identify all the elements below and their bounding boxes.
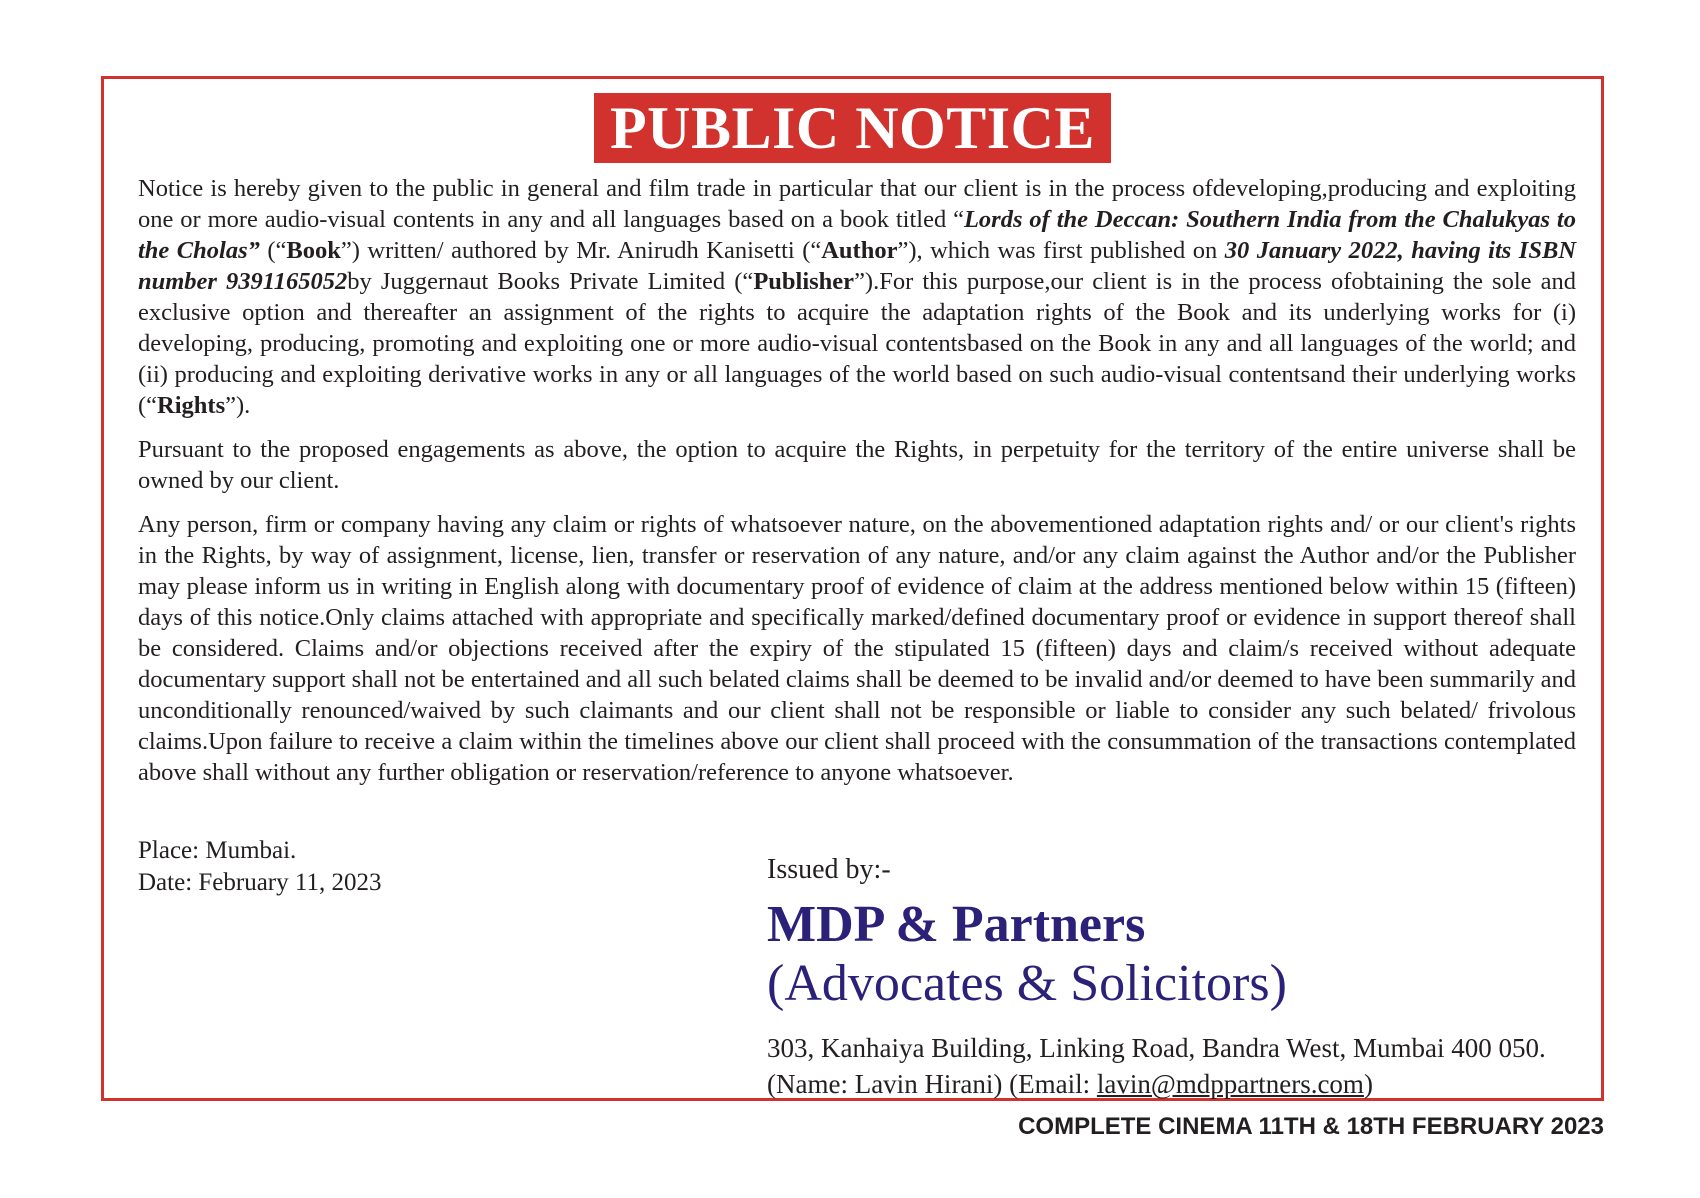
book-term: Book	[286, 237, 341, 264]
firm-name: MDP & Partners	[767, 896, 1146, 953]
notice-body	[138, 173, 1576, 801]
book-title: Lords of the Deccan: Southern India from the Chalukyas to the Cholas”	[138, 206, 1576, 264]
notice-title: PUBLIC NOTICE	[594, 93, 1111, 163]
p1-text-3: ”) written/ authored by Mr. Anirudh Kanisetti (“	[340, 237, 822, 264]
notice-frame	[101, 76, 1604, 1101]
p1-text-5: by Juggernaut Books Private Limited (“	[347, 268, 754, 295]
p1-text-1: Notice is hereby given to the public in general and film trade in particular that our client is in the process ofdeveloping,producing and exploiting one or more audio-visual contents in any and all languages based on a book titled “	[138, 175, 1576, 233]
p1-text-6: ”).For this purpose,our client is in the process ofobtaining the sole and exclusive option and thereafter an assignment of the rights to acquire the adaptation rights of the Book and its underlying works for (i) developing, producing, promoting and exploiting one or more audio-visual contentsbased on the Book in any and all languages of the world; and (ii) producing and exploiting derivative works in any or all languages of the world based on such audio-visual contentsand their underlying works (“	[138, 268, 1576, 419]
author-term: Author	[821, 237, 898, 264]
paragraph-1	[138, 173, 1576, 421]
p1-text-4: ”), which was first published on	[897, 237, 1225, 264]
rights-term: Rights	[157, 392, 226, 419]
place-line: Place: Mumbai.	[138, 837, 297, 864]
title-wrap	[104, 93, 1601, 163]
place-date-block	[138, 835, 381, 899]
date-line: Date: February 11, 2023	[138, 869, 382, 896]
publication-footer: COMPLETE CINEMA 11TH & 18TH FEBRUARY 2023	[1018, 1113, 1604, 1140]
firm-subtitle: (Advocates & Solicitors)	[767, 955, 1287, 1012]
contact-suffix: )	[1363, 1069, 1373, 1099]
paragraph-2: Pursuant to the proposed engagements as above, the option to acquire the Rights, in perpetuity for the territory of the entire universe shall be owned by our client.	[138, 436, 1576, 494]
firm-address: 303, Kanhaiya Building, Linking Road, Bandra West, Mumbai 400 050.	[767, 1033, 1546, 1063]
publisher-term: Publisher	[753, 268, 855, 295]
p1-text-7: ”).	[225, 392, 251, 419]
p1-text-2: (“	[259, 237, 287, 264]
contact-line	[767, 1066, 1587, 1102]
paragraph-3: Any person, firm or company having any claim or rights of whatsoever nature, on the abovementioned adaptation rights and/ or our client's rights in the Rights, by way of assignment, license, lien, transfer or reservation of any nature, and/or any claim against the Author and/or the Publisher may please inform us in writing in English along with documentary proof of evidence of claim at the address mentioned below within 15 (fifteen) days of this notice.Only claims attached with appropriate and specifically marked/defined documentary proof or evidence in support thereof shall be considered. Claims and/or objections received after the expiry of the stipulated 15 (fifteen) days and claim/s received without adequate documentary support shall not be entertained and all such belated claims shall be deemed to be invalid and/or deemed to have been summarily and unconditionally renounced/waived by such claimants and our client shall not be responsible or liable to consider any such belated/ frivolous claims.Upon failure to receive a claim within the timelines above our client shall proceed with the consummation of the transactions contemplated above shall without any further obligation or reservation/reference to anyone whatsoever.	[138, 511, 1576, 786]
issued-by-label: Issued by:-	[767, 854, 891, 885]
email-link[interactable]: lavin@mdppartners.com	[1096, 1069, 1364, 1099]
issuer-block	[767, 852, 1587, 1102]
contact-prefix: (Name: Lavin Hirani) (Email:	[767, 1069, 1097, 1099]
publication-info: 30 January 2022, having its ISBN number 9391165052	[138, 237, 1577, 295]
